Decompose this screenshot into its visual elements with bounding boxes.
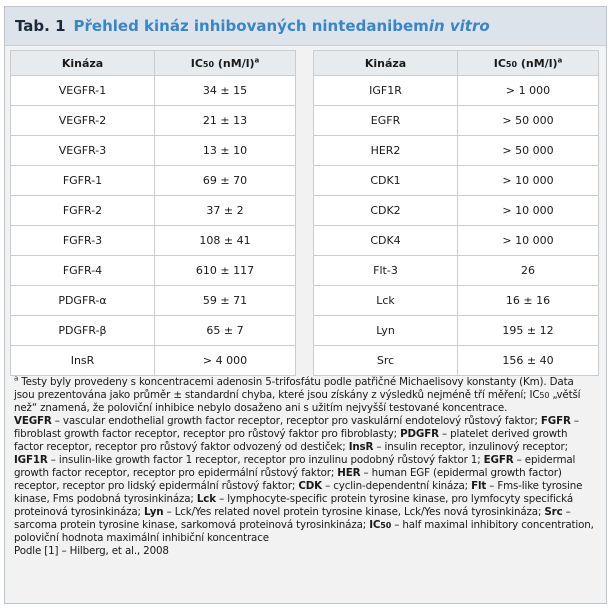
ic50-value: > 1 000 <box>458 76 599 106</box>
kinase-name: Lck <box>314 286 458 316</box>
footnote: $^a$ Testy byly provedeny s koncentracemi adenosin 5-trifosfátu podle patřičné Michaelisovy konstanty (Km). Data jsou prezentována jako průměr ± standardní chyba, které jsou získány z výsledků nejméně tří měření; IC50 „větší než“ znamená, že poloviční inhibice nebylo dosaženo ani s užitím nejvyšší testované koncentrace. <box>14 374 581 414</box>
table-row <box>314 76 599 106</box>
kinase-name: IGF1R <box>314 76 458 106</box>
ic50-value: 37 ± 2 <box>155 196 296 226</box>
table-row <box>314 196 599 226</box>
kinase-name: Lyn <box>314 316 458 346</box>
ic50-value: > 10 000 <box>458 226 599 256</box>
ic50-value: > 10 000 <box>458 166 599 196</box>
table-row <box>314 316 599 346</box>
kinase-name: VEGFR-3 <box>11 136 155 166</box>
kinase-name: FGFR-3 <box>11 226 155 256</box>
ic50-value: 69 ± 70 <box>155 166 296 196</box>
table-row <box>11 196 296 226</box>
ic50-value: 610 ± 117 <box>155 256 296 286</box>
ic50-value: 26 <box>458 256 599 286</box>
ic50-value: 16 ± 16 <box>458 286 599 316</box>
kinase-name: VEGFR-2 <box>11 106 155 136</box>
ic50-value: 195 ± 12 <box>458 316 599 346</box>
kinase-name: FGFR-1 <box>11 166 155 196</box>
table-row <box>314 166 599 196</box>
table-row <box>11 226 296 256</box>
column-header-kinase: Kináza <box>11 51 155 76</box>
kinase-name: Flt-3 <box>314 256 458 286</box>
column-header-ic50: IC50 $(nM/l)^a$ <box>155 51 296 76</box>
kinase-name: VEGFR-1 <box>11 76 155 106</box>
table-header-row <box>11 51 296 76</box>
kinase-name: PDGFR-β <box>11 316 155 346</box>
kinase-name: FGFR-4 <box>11 256 155 286</box>
ic50-value: 108 ± 41 <box>155 226 296 256</box>
table-row <box>11 316 296 346</box>
ic50-value: 59 ± 71 <box>155 286 296 316</box>
kinase-name: CDK2 <box>314 196 458 226</box>
table-row <box>11 166 296 196</box>
ic50-value: > 10 000 <box>458 196 599 226</box>
table-row <box>314 346 599 376</box>
column-header-kinase: Kináza <box>314 51 458 76</box>
table-header <box>5 7 606 46</box>
kinase-name: PDGFR-α <box>11 286 155 316</box>
table-row <box>11 106 296 136</box>
ic50-value: 156 ± 40 <box>458 346 599 376</box>
table-row <box>11 136 296 166</box>
ic50-value: > 50 000 <box>458 106 599 136</box>
table-row <box>11 76 296 106</box>
table-title-italic: in vitro <box>428 17 490 35</box>
kinase-name: EGFR <box>314 106 458 136</box>
kinase-name: CDK4 <box>314 226 458 256</box>
table-row <box>11 286 296 316</box>
table-row <box>11 256 296 286</box>
table-title: Přehled kináz inhibovaných nintedanibem <box>73 17 429 35</box>
source-citation: Podle [1] – Hilberg, et al., 2008 <box>14 545 169 557</box>
ic50-value: 21 ± 13 <box>155 106 296 136</box>
kinase-table-left <box>10 50 296 376</box>
ic50-value: > 4 000 <box>155 346 296 376</box>
table-row <box>11 346 296 376</box>
ic50-value: > 50 000 <box>458 136 599 166</box>
abbreviations: VEGFR – vascular endothelial growth factor receptor, receptor pro vaskulární endotelový růstový faktor; FGFR – fibroblast growth factor receptor, receptor pro růstový faktor pro fibroblasty; PDGFR – platelet derived growth factor receptor, receptor pro růstový faktor odvozený od destiček; InsR – insulin receptor, inzulinový receptor; IGF1R – insulin-like growth factor 1 receptor, receptor pro inzulinu podobný růstový faktor 1; EGFR – epidermal growth factor receptor, receptor pro epidermální růstový faktor; HER – human EGF (epidermal growth factor) receptor, receptor pro lidský epidermální růstový faktor; CDK – cyclin-dependentní kináza; Flt – Fms-like tyrosine kinase, Fms podobná tyrosinkináza; Lck – lymphocyte-specific protein tyrosine kinase, pro lymfocyty specifická proteinová tyrosinkináza; Lyn – Lck/Yes related novel protein tyrosine kinase, Lck/Yes nová tyrosinkináza; Src – sarcoma protein tyrosine kinase, sarkomová proteinová tyrosinkináza; IC50 – half maximal inhibitory concentration, poloviční hodnota maximální inhibiční koncentrace <box>14 415 594 544</box>
table-header-row <box>314 51 599 76</box>
ic50-value: 34 ± 15 <box>155 76 296 106</box>
table-notes <box>14 376 594 558</box>
ic50-value: 65 ± 7 <box>155 316 296 346</box>
ic50-value: 13 ± 10 <box>155 136 296 166</box>
table-number: Tab. 1 <box>15 17 66 35</box>
kinase-name: FGFR-2 <box>11 196 155 226</box>
kinase-name: Src <box>314 346 458 376</box>
table-row <box>314 286 599 316</box>
kinase-table-right <box>313 50 599 376</box>
kinase-name: CDK1 <box>314 166 458 196</box>
kinase-name: InsR <box>11 346 155 376</box>
kinase-name: HER2 <box>314 136 458 166</box>
table-row <box>314 106 599 136</box>
table-row <box>314 136 599 166</box>
table-row <box>314 226 599 256</box>
column-header-ic50: IC50 $(nM/l)^a$ <box>458 51 599 76</box>
table-row <box>314 256 599 286</box>
